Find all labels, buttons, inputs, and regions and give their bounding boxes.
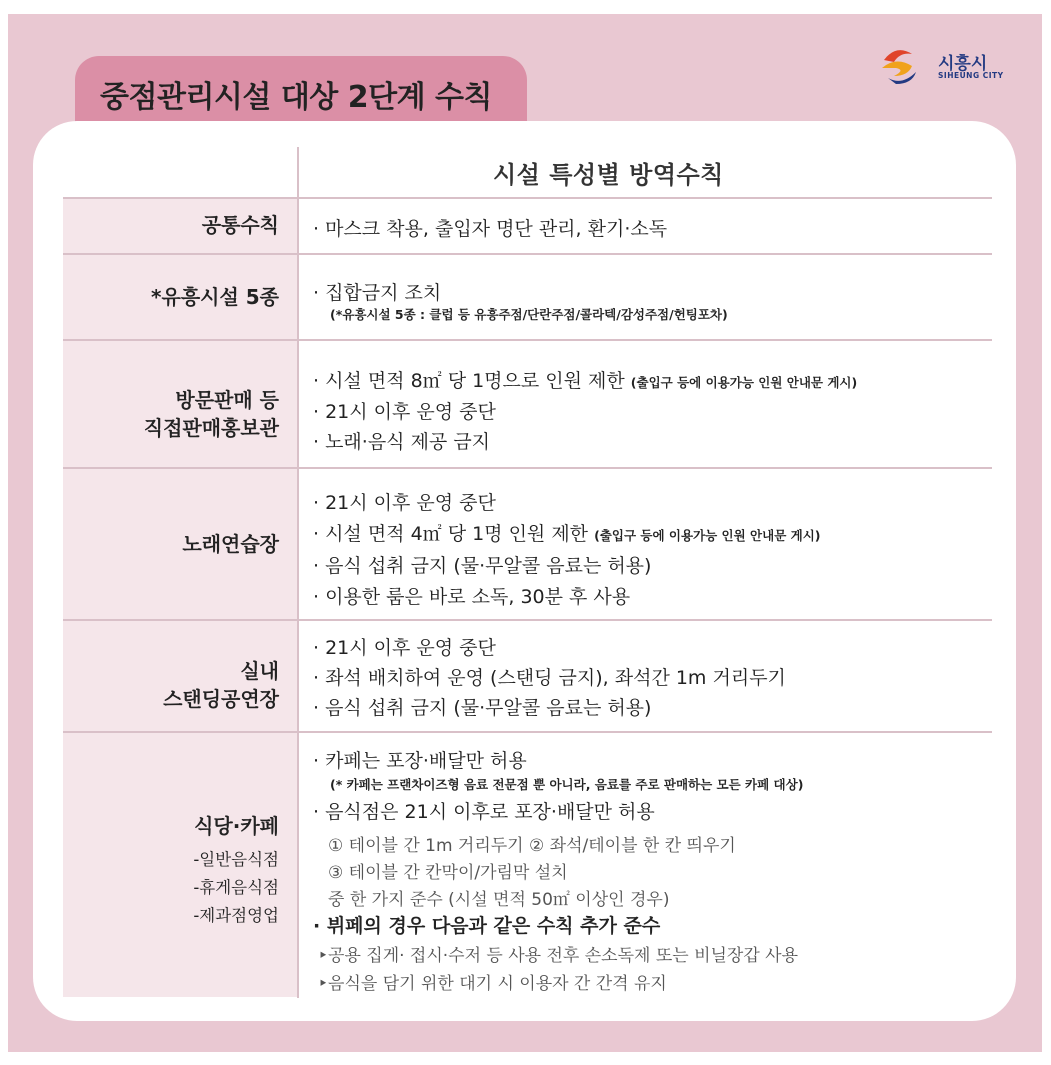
row-divider: [63, 467, 992, 469]
row-divider: [63, 197, 992, 199]
rule-note-inline: (출입구 등에 이용가능 인원 안내문 게시): [630, 375, 858, 390]
rule-option: ① 테이블 간 1m 거리두기 ② 좌석/테이블 한 칸 띄우기: [328, 836, 736, 856]
row-label-common: 공통수칙: [201, 213, 279, 237]
rule-line: · 노래·음식 제공 금지: [313, 431, 491, 453]
rule-line-highlighted: · 카페는 포장·배달만 허용: [313, 746, 527, 773]
rule-line: · 마스크 착용, 출입자 명단 관리, 환기·소독: [313, 218, 668, 240]
rule-text: · 시설 면적 4㎡ 당 1명 인원 제한: [313, 523, 589, 545]
rule-line-highlighted: · 음식점은 21시 이후로 포장·배달만 허용: [313, 797, 655, 824]
row-label-karaoke: 노래연습장: [182, 532, 279, 556]
rule-subitem: ‣음식을 담기 위한 대기 시 이용자 간 간격 유지: [318, 974, 667, 994]
rule-option: 중 한 가지 준수 (시설 면적 50㎡ 이상인 경우): [328, 890, 670, 910]
logo-name: 시흥시: [938, 54, 988, 74]
row-sublabel: -일반음식점: [193, 850, 279, 869]
rule-line: · 이용한 룸은 바로 소독, 30분 후 사용: [313, 586, 631, 608]
row-label-restaurant: 식당·카페: [194, 814, 279, 838]
rule-line-bold: · 뷔페의 경우 다음과 같은 수칙 추가 준수: [313, 915, 661, 937]
rule-line-highlighted: · 21시 이후 운영 중단: [313, 488, 496, 515]
rule-text: · 시설 면적 8㎡ 당 1명으로 인원 제한: [313, 370, 625, 392]
rule-line-highlighted: [313, 366, 989, 393]
row-divider: [63, 253, 992, 255]
rule-line: · 21시 이후 운영 중단: [313, 401, 496, 423]
rule-note: (* 카페는 프랜차이즈형 음료 전문점 뿐 아니라, 음료를 주로 판매하는 모든 카페 대상): [330, 777, 804, 792]
rule-line: · 음식 섭취 금지 (물·무알콜 음료는 허용): [313, 697, 652, 719]
logo-subtitle: SIHEUNG CITY: [938, 71, 1004, 80]
rule-line-highlighted: · 좌석 배치하여 운영 (스탠딩 금지), 좌석간 1m 거리두기: [313, 663, 786, 690]
page-title: 중점관리시설 대상 2단계 수칙: [100, 80, 492, 115]
row-label-standing-2: 스탠딩공연장: [163, 687, 279, 711]
row-label-entertainment: *유흥시설 5종: [151, 285, 279, 309]
rule-line: · 집합금지 조치: [313, 282, 442, 304]
rule-line: [313, 519, 820, 546]
column-divider: [297, 147, 299, 998]
rule-note: (*유흥시설 5종 : 클럽 등 유흥주점/단란주점/콜라텍/감성주점/헌팅포차): [330, 307, 728, 322]
row-divider: [63, 339, 992, 341]
row-sublabel: -휴게음식점: [193, 878, 279, 897]
row-label-standing-1: 실내: [240, 659, 279, 683]
rule-line: · 음식 섭취 금지 (물·무알콜 음료는 허용): [313, 555, 652, 577]
table-header: 시설 특성별 방역수칙: [493, 161, 724, 189]
row-label-sales-1: 방문판매 등: [175, 388, 279, 412]
row-divider: [63, 731, 992, 733]
rule-option: ③ 테이블 간 칸막이/가림막 설치: [328, 863, 568, 883]
rule-note-inline: (출입구 등에 이용가능 인원 안내문 게시): [594, 528, 821, 543]
row-divider: [63, 619, 992, 621]
row-label-sales-2: 직접판매홍보관: [143, 416, 279, 440]
rule-line-highlighted: · 21시 이후 운영 중단: [313, 633, 496, 660]
row-sublabel: -제과점영업: [193, 906, 279, 925]
rule-subitem: ‣공용 집게· 접시·수저 등 사용 전후 손소독제 또는 비닐장갑 사용: [318, 946, 799, 966]
